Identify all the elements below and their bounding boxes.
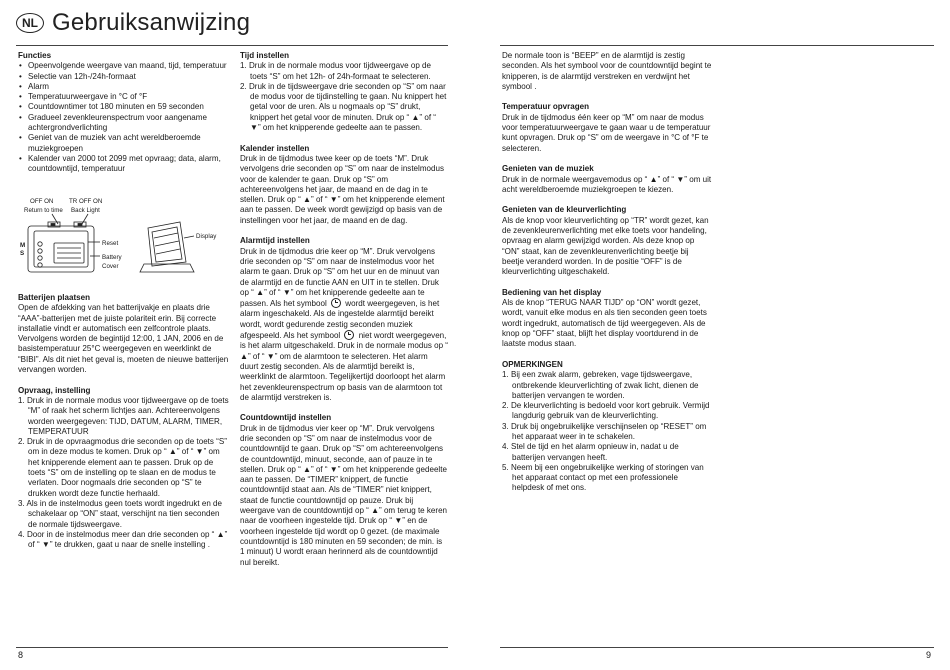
section-kalender bbox=[240, 144, 448, 226]
column-1 bbox=[18, 51, 230, 185]
list-item: • Geniet van de muziek van acht wereldberoemde muziekgroepen bbox=[18, 133, 230, 154]
list-item: 1. Druk in de normale modus voor tijdweergave op de toets “S” om het 12h- of 24h-formaat te selecteren. bbox=[240, 61, 431, 81]
kleurverlichting-text: Als de knop voor kleurverlichting op “TR” wordt gezet, kan de zevenkleurenverlichting met elke toets voor handeling, opvraag en alarm gewijzigd worden. Als deze knop op “ON” staat, kan de zevenkleurenverlichting beetje bij beetje veranderd worden. In de positie “OFF” is de kleurverlichting uitgeschakeld. bbox=[502, 215, 709, 277]
list-item: • Gradueel zevenkleurenspectrum voor aangename achtergrondverlichting bbox=[18, 113, 230, 134]
opvraag-list bbox=[18, 396, 230, 550]
label-display: Display bbox=[196, 233, 217, 240]
list-item: 3. Als in de instelmodus geen toets wordt ingedrukt en de schakelaar op “ON” staat, verschijnt na tien seconden de normale tijdsweergave. bbox=[18, 498, 222, 529]
heading-alarm: Alarmtijd instellen bbox=[240, 236, 310, 246]
top-rule-left bbox=[16, 45, 448, 46]
alarm-text-1: Druk in de tijdmodus drie keer op “M”. Druk vervolgens drie seconden op “S” om naar de instelmodus voor het alarm te gaan. Druk op “S” om het uur en de minuut van de alarmtijd en de functie AAN en UIT in te stellen. Druk op “ ▲” of “ ▼” om het knipperende gedeelte aan te passen. Als het symbool bbox=[240, 246, 440, 309]
alarm-clock-icon bbox=[344, 330, 354, 340]
label-off-on: OFF ON bbox=[30, 198, 54, 205]
label-button-s: S bbox=[20, 250, 25, 257]
section-tijd bbox=[240, 51, 448, 133]
section-alarm bbox=[240, 236, 448, 403]
heading-muziek: Genieten van de muziek bbox=[502, 164, 594, 174]
list-item: 2. Druk in de opvraagmodus drie seconden op de toets “S” om in deze modus te komen. Druk op “ ▲” of “ ▼” om het knipperende element aan te passen. Druk op de toets “S” om de instelling op te slaan en de modus te verlaten. Door nogmaals drie seconden op “S” te drukken wordt deze functie herhaald. bbox=[18, 437, 227, 498]
tijd-list bbox=[240, 61, 448, 133]
section-temperatuur bbox=[502, 102, 712, 153]
section-kleurverlichting bbox=[502, 205, 712, 277]
alarm-clock-icon bbox=[331, 298, 341, 308]
alarm-text-2: wordt weergegeven, is het alarm ingeschakeld. Als de ingestelde alarmtijd bereikt wordt, wordt gedurende zestig seconden muziek afgespeeld. Als het symbool bbox=[240, 299, 440, 341]
page-title: Gebruiksanwijzing bbox=[52, 9, 251, 36]
device-diagram bbox=[18, 198, 228, 280]
section-display bbox=[502, 288, 712, 350]
column-3 bbox=[502, 51, 712, 504]
functies-list bbox=[18, 61, 230, 174]
label-cover: Cover bbox=[102, 263, 119, 270]
heading-opmerkingen: OPMERKINGEN bbox=[502, 359, 563, 369]
list-item: • Kalender van 2000 tot 2099 met opvraag; data, alarm, countdowntijd, temperatuur bbox=[18, 154, 230, 175]
heading-temperatuur: Temperatuur opvragen bbox=[502, 102, 590, 112]
bottom-rule-left bbox=[16, 647, 448, 648]
list-item: • Alarm bbox=[18, 82, 230, 92]
label-tr-off-on: TR OFF ON bbox=[69, 198, 103, 205]
temperatuur-text: Druk in de tijdmodus één keer op “M” om naar de modus voor temperatuurweergave te gaan waar u de temperatuur kunt opvragen. Druk op “S” om de weergave in °C of °F te selecteren. bbox=[502, 112, 711, 153]
display-text: Als de knop “TERUG NAAR TIJD” op “ON” wordt gezet, wordt, vanuit elke modus en als tien seconden geen toets wordt ingedrukt, automatisch de tijd weergegeven. Als de knop op “OFF” staat, blijft het display voortdurend in de laatste modus staan. bbox=[502, 298, 707, 349]
batterijen-text: Open de afdekking van het batterijvakje en plaats drie “AAA”-batterijen met de juiste polariteit erin. Bij correcte installatie vindt er automatisch een zelfcontrole plaats. Vervolgens worden de begintijd 12:00, 1 JAN, 2006 en de basistemperatuur 25°C weergegeven en weerklinkt de “BIBI”. Als dit niet het geval is, moeten de nieuwe batterijen vervangen worden. bbox=[18, 303, 229, 375]
section-batterijen bbox=[18, 293, 230, 375]
list-item: • Countdowntimer tot 180 minuten en 59 seconden bbox=[18, 102, 230, 112]
opmerkingen-list bbox=[502, 370, 712, 494]
list-item: • Opeenvolgende weergave van maand, tijd, temperatuur bbox=[18, 61, 230, 71]
kalender-text: Druk in de tijdmodus twee keer op de toets “M”. Druk vervolgens drie seconden op “S” om naar de instelmodus voor de kalender te gaan. Druk op “S” om achtereenvolgens het jaar, de maand en de dag in te stellen. Druk op “ ▲” of “ ▼” om het knipperende element aan te passen. De week wordt gewijzigd op basis van de instellingen voor het jaar, de maand en de dag. bbox=[240, 153, 445, 225]
list-item: 4. Door in de instelmodus meer dan drie seconden op “ ▲” of “ ▼” te drukken, gaat u naar de snelle instelling . bbox=[18, 529, 228, 550]
heading-tijd: Tijd instellen bbox=[240, 51, 290, 60]
clock-drawing bbox=[18, 198, 228, 280]
label-battery: Battery bbox=[102, 254, 122, 261]
alarm-text bbox=[240, 247, 448, 403]
label-button-m: M bbox=[20, 242, 26, 249]
heading-batterijen: Batterijen plaatsen bbox=[18, 293, 90, 302]
column-2 bbox=[240, 51, 448, 578]
top-rule-right bbox=[500, 45, 934, 46]
label-back-light: Back Light bbox=[71, 207, 100, 214]
section-countdown bbox=[240, 413, 448, 567]
list-item: • Selectie van 12h-/24h-formaat bbox=[18, 72, 230, 82]
countdown-text: Druk in de tijdmodus vier keer op “M”. Druk vervolgens drie seconden op “S” om naar de instelmodus voor de countdowntijd te gaan. Druk op “S” om achtereenvolgens de countdowntijd, minuut, seconde, aan of pauze in te stellen. Druk op “ ▲” of “ ▼” om het knipperende gedeelte aan te passen. De “TIMER” knippert, de functie countdowntijd staat aan. Als de “TIMER” niet knippert, staat de functie countdowntijd op pauze. Druk bij weergave van de countdowntijd op “ ▲” om terug te keren naar de voorheen ingestelde tijd. Druk op “ ▼” en de voorheen ingestelde tijd wordt op 0 gezet. (de maximale countdowntijd is 180 minuten en 59 seconden; de min. is 1 minuut) U wordt eraan herinnerd als de countdowntijd nul bereikt. bbox=[240, 423, 448, 567]
language-badge: NL bbox=[16, 13, 44, 33]
section-opvraag bbox=[18, 386, 230, 551]
column-1-lower bbox=[18, 293, 230, 561]
list-item: • Temperatuurweergave in °C of °F bbox=[18, 92, 230, 102]
section-muziek bbox=[502, 164, 712, 195]
page-header bbox=[16, 8, 250, 38]
page-number-right: 9 bbox=[926, 650, 932, 660]
list-item: 2. Druk in de tijdsweergave drie seconden op “S” om naar de modus voor de tijdinstelling te gaan. Nu knippert het getal voor de uren. Als u nogmaals op “S” drukt, knippert het getal voor de minuten. Druk op “ ▲” of “ ▼” om het knipperende gedeelte aan te passen. bbox=[240, 81, 447, 133]
heading-kalender: Kalender instellen bbox=[240, 143, 310, 153]
list-item: 1. Bij een zwak alarm, gebreken, vage tijdsweergave, ontbrekende kleurverlichting of zwak licht, dienen de batterijen vervangen te worden. bbox=[502, 370, 699, 400]
heading-countdown: Countdowntijd instellen bbox=[240, 413, 332, 423]
heading-opvraag: Opvraag, instelling bbox=[18, 385, 91, 395]
list-item: 4. Stel de tijd en het alarm opnieuw in, nadat u de batterijen vervangen heeft. bbox=[502, 442, 679, 462]
intro-text: De normale toon is “BEEP” en de alarmtijd is zestig seconden. Als het symbool voor de countdowntijd begint te knipperen, is de alarmtijd verstreken en verdwijnt het symbool . bbox=[502, 51, 712, 91]
list-item: 2. De kleurverlichting is bedoeld voor kort gebruik. Vermijd langdurig gebruik van de kleurverlichting. bbox=[502, 401, 710, 421]
heading-display: Bediening van het display bbox=[502, 287, 602, 297]
bottom-rule-right bbox=[500, 647, 934, 648]
label-return-to-time: Return to time bbox=[24, 207, 63, 214]
section-functies bbox=[18, 51, 230, 175]
muziek-text: Druk in de normale weergavemodus op “ ▲” of “ ▼” om uit acht wereldberoemde muziekgroepen te kiezen. bbox=[502, 174, 712, 194]
list-item: 5. Neem bij een ongebruikelijke werking of storingen van het apparaat contact op met een professionele helpdesk of met ons. bbox=[502, 462, 704, 493]
list-item: 3. Druk bij ongebruikelijke verschijnselen op “RESET” om het apparaat weer in te schakelen. bbox=[502, 421, 707, 441]
section-opmerkingen bbox=[502, 360, 712, 494]
heading-functies: Functies bbox=[18, 51, 52, 60]
heading-kleurverlichting: Genieten van de kleurverlichting bbox=[502, 205, 627, 215]
alarm-text-3: niet wordt weergegeven, is het alarm uitgeschakeld. Druk in de normale modus op “ ▲” of “ ▼” om de alarmtoon te selecteren. Het alarm duurt zestig seconden. Als de alarmtijd bereikt is, weerklinkt de alarmtoon. Tegelijkertijd doorloopt het alarm het zevenkleurenspectrum op basis van de alarmtoon tot de alarmtijd verstreken is. bbox=[240, 331, 448, 402]
list-item: 1. Druk in de normale modus voor tijdweergave op de toets “M” of raak het scherm lichtjes aan. Achtereenvolgens worden weergegeven: TIJD, DATUM, ALARM, TIMER, TEMPERATUUR bbox=[18, 395, 229, 436]
page-number-left: 8 bbox=[18, 650, 24, 660]
label-reset: Reset bbox=[102, 240, 119, 247]
